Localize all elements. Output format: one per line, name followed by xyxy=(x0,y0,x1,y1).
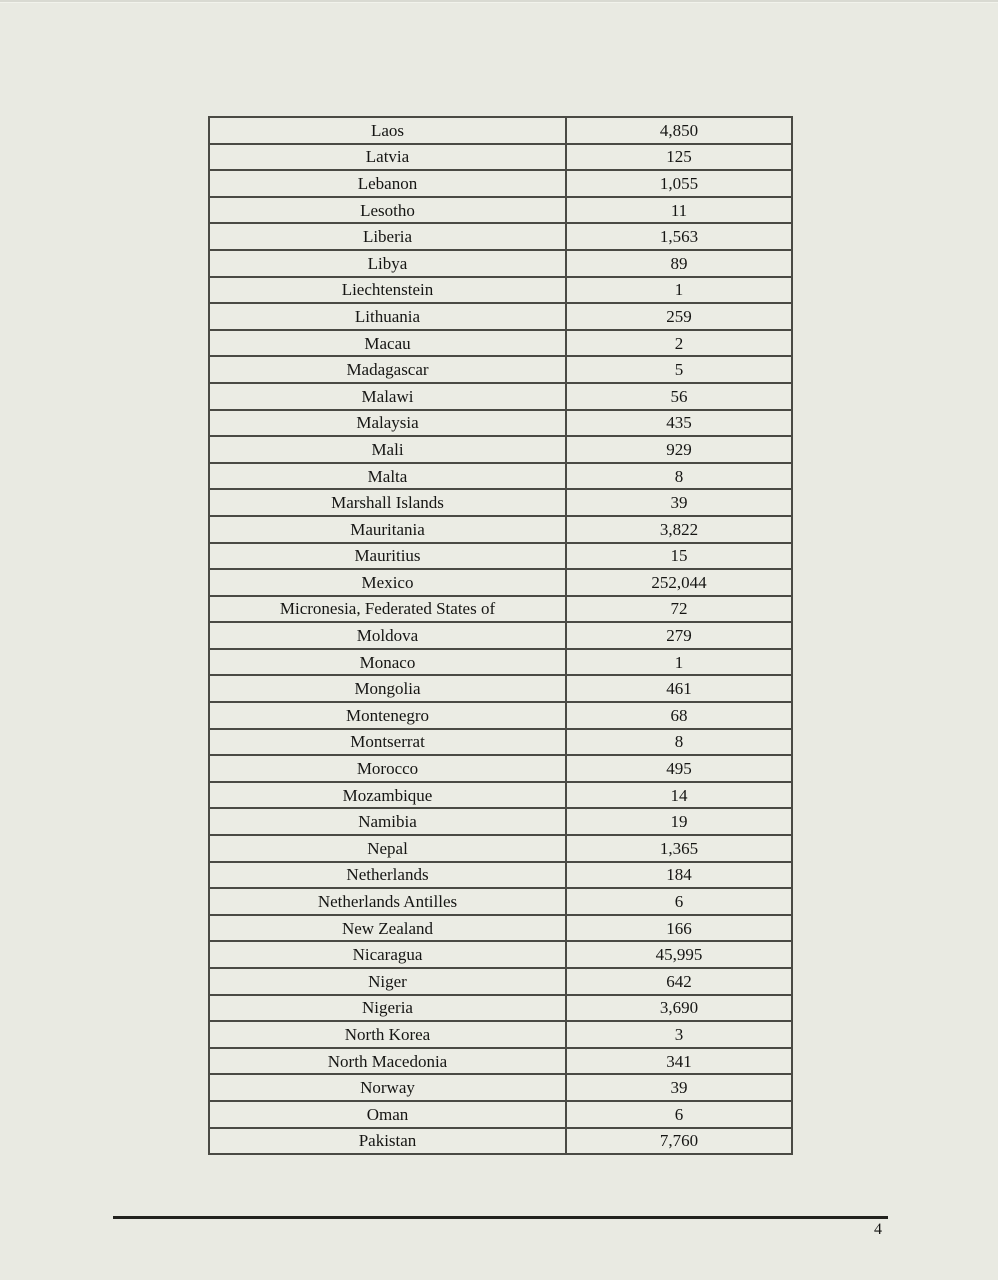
table-row xyxy=(210,650,791,677)
table-row xyxy=(210,544,791,571)
value-cell: 3 xyxy=(674,1024,684,1044)
value-cell: 68 xyxy=(670,705,688,725)
country-cell: Lesotho xyxy=(210,198,567,223)
value-cell: 8 xyxy=(674,466,684,486)
country-cell: Nicaragua xyxy=(210,942,567,967)
country-table xyxy=(208,116,793,1155)
table-row xyxy=(210,198,791,225)
country-cell: New Zealand xyxy=(210,916,567,941)
value-cell: 39 xyxy=(670,1078,688,1098)
country-cell: Netherlands xyxy=(210,863,567,888)
value-cell: 184 xyxy=(666,865,692,885)
country-cell: Montserrat xyxy=(210,730,567,755)
table-row xyxy=(210,836,791,863)
country-cell: Malaysia xyxy=(210,411,567,436)
value-cell: 3,822 xyxy=(659,519,699,539)
table-row xyxy=(210,942,791,969)
table-row xyxy=(210,384,791,411)
table-row xyxy=(210,783,791,810)
table-row xyxy=(210,251,791,278)
table-row xyxy=(210,863,791,890)
country-cell: Liberia xyxy=(210,224,567,249)
table-row xyxy=(210,331,791,358)
table-row xyxy=(210,996,791,1023)
table-row xyxy=(210,1075,791,1102)
table-row xyxy=(210,809,791,836)
table-row xyxy=(210,916,791,943)
table-row xyxy=(210,118,791,145)
value-cell: 642 xyxy=(666,971,692,991)
table-row xyxy=(210,676,791,703)
table-row xyxy=(210,1049,791,1076)
footer-rule xyxy=(113,1216,888,1219)
value-cell: 4,850 xyxy=(659,120,699,140)
country-cell: Malawi xyxy=(210,384,567,409)
table-row xyxy=(210,623,791,650)
country-cell: Moldova xyxy=(210,623,567,648)
table-row xyxy=(210,969,791,996)
value-cell: 279 xyxy=(666,626,692,646)
table-row xyxy=(210,145,791,172)
country-cell: Norway xyxy=(210,1075,567,1100)
country-cell: Niger xyxy=(210,969,567,994)
value-cell: 45,995 xyxy=(655,945,703,965)
country-cell: Oman xyxy=(210,1102,567,1127)
value-cell: 39 xyxy=(670,493,688,513)
table-row xyxy=(210,224,791,251)
value-cell: 56 xyxy=(670,386,688,406)
scan-top-edge xyxy=(0,0,998,3)
table-row xyxy=(210,490,791,517)
value-cell: 89 xyxy=(670,253,688,273)
country-cell: Netherlands Antilles xyxy=(210,889,567,914)
value-cell: 461 xyxy=(666,679,692,699)
table-row xyxy=(210,1129,791,1154)
value-cell: 19 xyxy=(670,812,688,832)
country-cell: Mauritius xyxy=(210,544,567,569)
value-cell: 1,365 xyxy=(659,838,699,858)
value-cell: 8 xyxy=(674,732,684,752)
value-cell: 125 xyxy=(666,147,692,167)
country-cell: Marshall Islands xyxy=(210,490,567,515)
country-cell: Nepal xyxy=(210,836,567,861)
value-cell: 6 xyxy=(674,892,684,912)
value-cell: 11 xyxy=(670,200,688,220)
country-cell: Latvia xyxy=(210,145,567,170)
table-row xyxy=(210,703,791,730)
country-cell: Madagascar xyxy=(210,357,567,382)
value-cell: 1,055 xyxy=(659,173,699,193)
country-cell: Morocco xyxy=(210,756,567,781)
value-cell: 7,760 xyxy=(659,1131,699,1151)
table-row xyxy=(210,437,791,464)
value-cell: 6 xyxy=(674,1104,684,1124)
country-cell: Laos xyxy=(210,118,567,143)
country-cell: Pakistan xyxy=(210,1129,567,1154)
country-cell: Mauritania xyxy=(210,517,567,542)
value-cell: 252,044 xyxy=(651,572,707,592)
table-row xyxy=(210,730,791,757)
country-cell: Malta xyxy=(210,464,567,489)
value-cell: 15 xyxy=(670,546,688,566)
country-cell: North Korea xyxy=(210,1022,567,1047)
table-row xyxy=(210,597,791,624)
country-cell: Micronesia, Federated States of xyxy=(210,597,567,622)
value-cell: 1,563 xyxy=(659,227,699,247)
country-cell: Lebanon xyxy=(210,171,567,196)
value-cell: 166 xyxy=(666,918,692,938)
value-cell: 341 xyxy=(666,1051,692,1071)
value-cell: 259 xyxy=(666,306,692,326)
country-cell: Lithuania xyxy=(210,304,567,329)
table-row xyxy=(210,304,791,331)
value-cell: 5 xyxy=(674,360,684,380)
country-cell: Mongolia xyxy=(210,676,567,701)
value-cell: 1 xyxy=(674,280,684,300)
country-cell: Mexico xyxy=(210,570,567,595)
table-row xyxy=(210,357,791,384)
country-cell: Montenegro xyxy=(210,703,567,728)
country-cell: Liechtenstein xyxy=(210,278,567,303)
table-row xyxy=(210,1102,791,1129)
value-cell: 14 xyxy=(670,785,688,805)
country-cell: Monaco xyxy=(210,650,567,675)
table-row xyxy=(210,464,791,491)
table-row xyxy=(210,517,791,544)
value-cell: 495 xyxy=(666,759,692,779)
table-row xyxy=(210,411,791,438)
table-row xyxy=(210,171,791,198)
table-row xyxy=(210,278,791,305)
value-cell: 929 xyxy=(666,439,692,459)
table-row xyxy=(210,889,791,916)
page-number: 4 xyxy=(874,1221,882,1238)
country-cell: Mozambique xyxy=(210,783,567,808)
value-cell: 72 xyxy=(670,599,688,619)
table-row xyxy=(210,570,791,597)
value-cell: 2 xyxy=(674,333,684,353)
value-cell: 3,690 xyxy=(659,998,699,1018)
country-cell: Libya xyxy=(210,251,567,276)
table-row xyxy=(210,1022,791,1049)
country-cell: North Macedonia xyxy=(210,1049,567,1074)
value-cell: 1 xyxy=(674,652,684,672)
country-cell: Namibia xyxy=(210,809,567,834)
country-cell: Nigeria xyxy=(210,996,567,1021)
country-cell: Macau xyxy=(210,331,567,356)
value-cell: 435 xyxy=(666,413,692,433)
country-cell: Mali xyxy=(210,437,567,462)
table-row xyxy=(210,756,791,783)
